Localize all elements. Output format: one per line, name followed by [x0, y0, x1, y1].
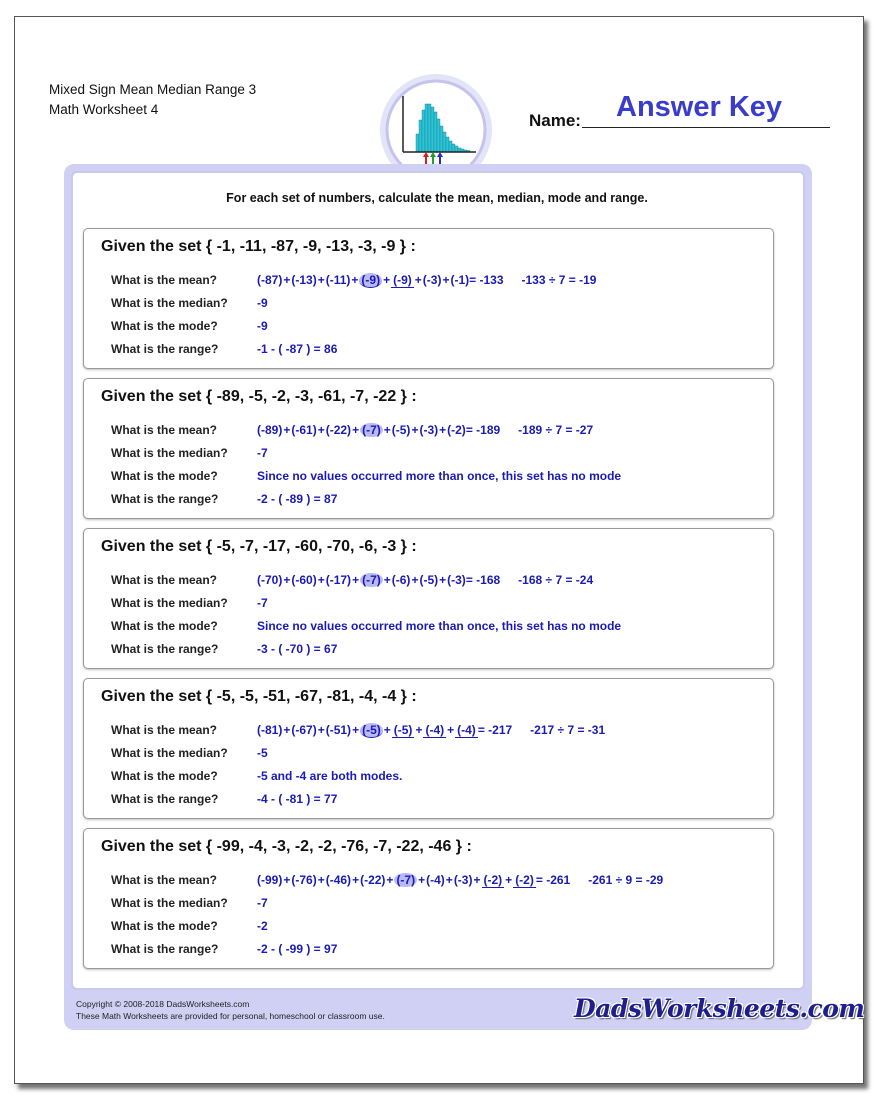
mean-term: (-1)	[450, 273, 470, 287]
range-question: What is the range?	[111, 342, 219, 356]
mean-term: (-4)	[425, 723, 445, 737]
footer-text	[76, 998, 385, 1022]
median-answer: -7	[257, 896, 268, 910]
range-question: What is the range?	[111, 942, 219, 956]
mean-term: (-89)	[257, 423, 283, 437]
plus-sign: +	[352, 423, 360, 437]
plus-sign: +	[414, 273, 422, 287]
mode-answer: Since no values occurred more than once, this set has no mode	[257, 469, 622, 483]
mean-term: (-70)	[257, 573, 283, 587]
range-question: What is the range?	[111, 642, 219, 656]
mean-sum: = -133	[469, 273, 504, 287]
problem-title: Given the set { -5, -7, -17, -60, -70, -6, -3 } :	[101, 538, 417, 555]
range-answer: -2 - ( -99 ) = 97	[257, 942, 338, 956]
plus-sign: +	[505, 873, 513, 887]
mean-question: What is the mean?	[111, 873, 218, 887]
mode-question: What is the mode?	[111, 469, 218, 483]
problem-box	[83, 228, 774, 369]
problem-title: Given the set { -89, -5, -2, -3, -61, -7, -22 } :	[101, 388, 417, 405]
mean-answer	[257, 723, 605, 738]
mean-term: (-81)	[257, 723, 283, 737]
problem-title: Given the set { -99, -4, -3, -2, -2, -76, -7, -22, -46 } :	[101, 838, 472, 855]
mean-question: What is the mean?	[111, 273, 218, 287]
mean-term: (-76)	[291, 873, 317, 887]
plus-sign: +	[383, 273, 391, 287]
mean-term: (-3)	[422, 273, 442, 287]
mean-term: (-4)	[426, 873, 445, 887]
name-label: Name:	[529, 111, 581, 130]
plus-sign: +	[447, 723, 455, 737]
mode-question: What is the mode?	[111, 919, 218, 933]
mean-term: (-3)	[447, 573, 466, 587]
mean-division: -133 ÷ 7 = -19	[521, 273, 597, 287]
median-question: What is the median?	[111, 896, 228, 910]
copyright-text: Copyright © 2008-2018 DadsWorksheets.com	[76, 999, 250, 1009]
mode-answer: Since no values occurred more than once, this set has no mode	[257, 619, 622, 633]
plus-sign: +	[317, 573, 325, 587]
problem-box	[83, 528, 774, 669]
mean-division: -217 ÷ 7 = -31	[530, 723, 606, 737]
plus-sign: +	[283, 573, 291, 587]
plus-sign: +	[442, 273, 450, 287]
median-question: What is the median?	[111, 596, 228, 610]
range-answer: -3 - ( -70 ) = 67	[257, 642, 338, 656]
plus-sign: +	[445, 873, 453, 887]
mean-answer	[257, 273, 596, 288]
median-question: What is the median?	[111, 296, 228, 310]
plus-sign: +	[383, 573, 391, 587]
dadsworksheets-logo: DadsWorksheets.com	[574, 994, 865, 1023]
median-answer: -5	[257, 746, 268, 760]
mean-term: (-99)	[257, 873, 283, 887]
plus-sign: +	[383, 423, 391, 437]
mean-term: (-22)	[360, 873, 386, 887]
plus-sign: +	[352, 573, 360, 587]
mean-term: (-11)	[325, 273, 351, 287]
plus-sign: +	[473, 873, 481, 887]
plus-sign: +	[317, 723, 325, 737]
mean-term: (-2)	[483, 873, 503, 887]
plus-sign: +	[317, 423, 325, 437]
median-question: What is the median?	[111, 746, 228, 760]
mean-term: (-7)	[362, 423, 381, 437]
mean-division: -261 ÷ 9 = -29	[588, 873, 664, 887]
mean-sum: = -168	[465, 573, 501, 587]
mean-term: (-60)	[291, 573, 317, 587]
answer-key-label: Answer Key	[616, 91, 783, 123]
plus-sign: +	[383, 723, 391, 737]
name-line	[582, 127, 830, 128]
plus-sign: +	[351, 273, 359, 287]
mean-term: (-13)	[291, 273, 317, 287]
plus-sign: +	[439, 423, 447, 437]
plus-sign: +	[283, 423, 291, 437]
mean-term: (-6)	[391, 573, 411, 587]
worksheet-frame	[64, 164, 865, 1030]
range-answer: -4 - ( -81 ) = 77	[257, 792, 338, 806]
plus-sign: +	[283, 723, 291, 737]
plus-sign: +	[317, 273, 325, 287]
median-answer: -7	[257, 596, 268, 610]
plus-sign: +	[283, 273, 291, 287]
mean-term: (-4)	[457, 723, 476, 737]
worksheet-title	[49, 80, 256, 120]
mean-question: What is the mean?	[111, 723, 218, 737]
median-question: What is the median?	[111, 446, 228, 460]
mode-answer: -5 and -4 are both modes.	[257, 769, 403, 783]
mean-question: What is the mean?	[111, 573, 218, 587]
mean-term: (-17)	[325, 573, 352, 587]
problem-box	[83, 678, 774, 819]
plus-sign: +	[352, 723, 360, 737]
plus-sign: +	[411, 573, 419, 587]
range-question: What is the range?	[111, 492, 219, 506]
median-answer: -9	[257, 296, 268, 310]
median-answer: -7	[257, 446, 268, 460]
worksheet-title-line2: Math Worksheet 4	[49, 102, 159, 117]
problem-title: Given the set { -1, -11, -87, -9, -13, -3, -9 } :	[101, 238, 416, 255]
range-question: What is the range?	[111, 792, 219, 806]
mean-term: (-87)	[257, 273, 283, 287]
worksheet-title-line1: Mixed Sign Mean Median Range 3	[49, 82, 257, 97]
instructions: For each set of numbers, calculate the mean, median, mode and range.	[226, 191, 648, 205]
plus-sign: +	[415, 723, 423, 737]
mean-term: (-51)	[325, 723, 352, 737]
mean-sum: = -189	[465, 423, 501, 437]
plus-sign: +	[317, 873, 325, 887]
problem-box	[83, 828, 774, 969]
mode-answer: -2	[257, 919, 268, 933]
mode-answer: -9	[257, 319, 268, 333]
mean-answer	[257, 423, 593, 437]
plus-sign: +	[411, 423, 419, 437]
mean-term: (-7)	[362, 573, 381, 587]
usage-note: These Math Worksheets are provided for personal, homeschool or classroom use.	[76, 1011, 385, 1021]
range-answer: -1 - ( -87 ) = 86	[257, 342, 338, 356]
mean-term: (-2)	[515, 873, 534, 887]
mean-term: (-9)	[361, 273, 381, 287]
problem-title: Given the set { -5, -5, -51, -67, -81, -4, -4 } :	[101, 688, 417, 705]
mean-term: (-46)	[325, 873, 352, 887]
plus-sign: +	[418, 873, 426, 887]
mean-term: (-5)	[393, 723, 413, 737]
mean-term: (-5)	[391, 423, 411, 437]
mean-answer	[257, 873, 663, 888]
plus-sign: +	[439, 573, 447, 587]
mean-term: (-3)	[419, 423, 439, 437]
mean-term: (-7)	[396, 873, 416, 887]
range-answer: -2 - ( -89 ) = 87	[257, 492, 338, 506]
mean-sum: = -217	[477, 723, 513, 737]
problem-box	[83, 378, 774, 519]
mean-term: (-9)	[393, 273, 412, 287]
mean-term: (-5)	[362, 723, 381, 737]
mean-sum: = -261	[535, 873, 571, 887]
mean-answer	[257, 573, 593, 587]
mean-term: (-67)	[291, 723, 317, 737]
mode-question: What is the mode?	[111, 619, 218, 633]
plus-sign: +	[386, 873, 394, 887]
mean-term: (-3)	[453, 873, 473, 887]
mode-question: What is the mode?	[111, 769, 218, 783]
mean-term: (-2)	[447, 423, 466, 437]
plus-sign: +	[283, 873, 291, 887]
plus-sign: +	[352, 873, 360, 887]
mean-term: (-5)	[419, 573, 439, 587]
mean-term: (-22)	[325, 423, 352, 437]
mode-question: What is the mode?	[111, 319, 218, 333]
mean-question: What is the mean?	[111, 423, 218, 437]
mean-division: -168 ÷ 7 = -24	[518, 573, 594, 587]
mean-division: -189 ÷ 7 = -27	[518, 423, 594, 437]
mean-term: (-61)	[291, 423, 317, 437]
